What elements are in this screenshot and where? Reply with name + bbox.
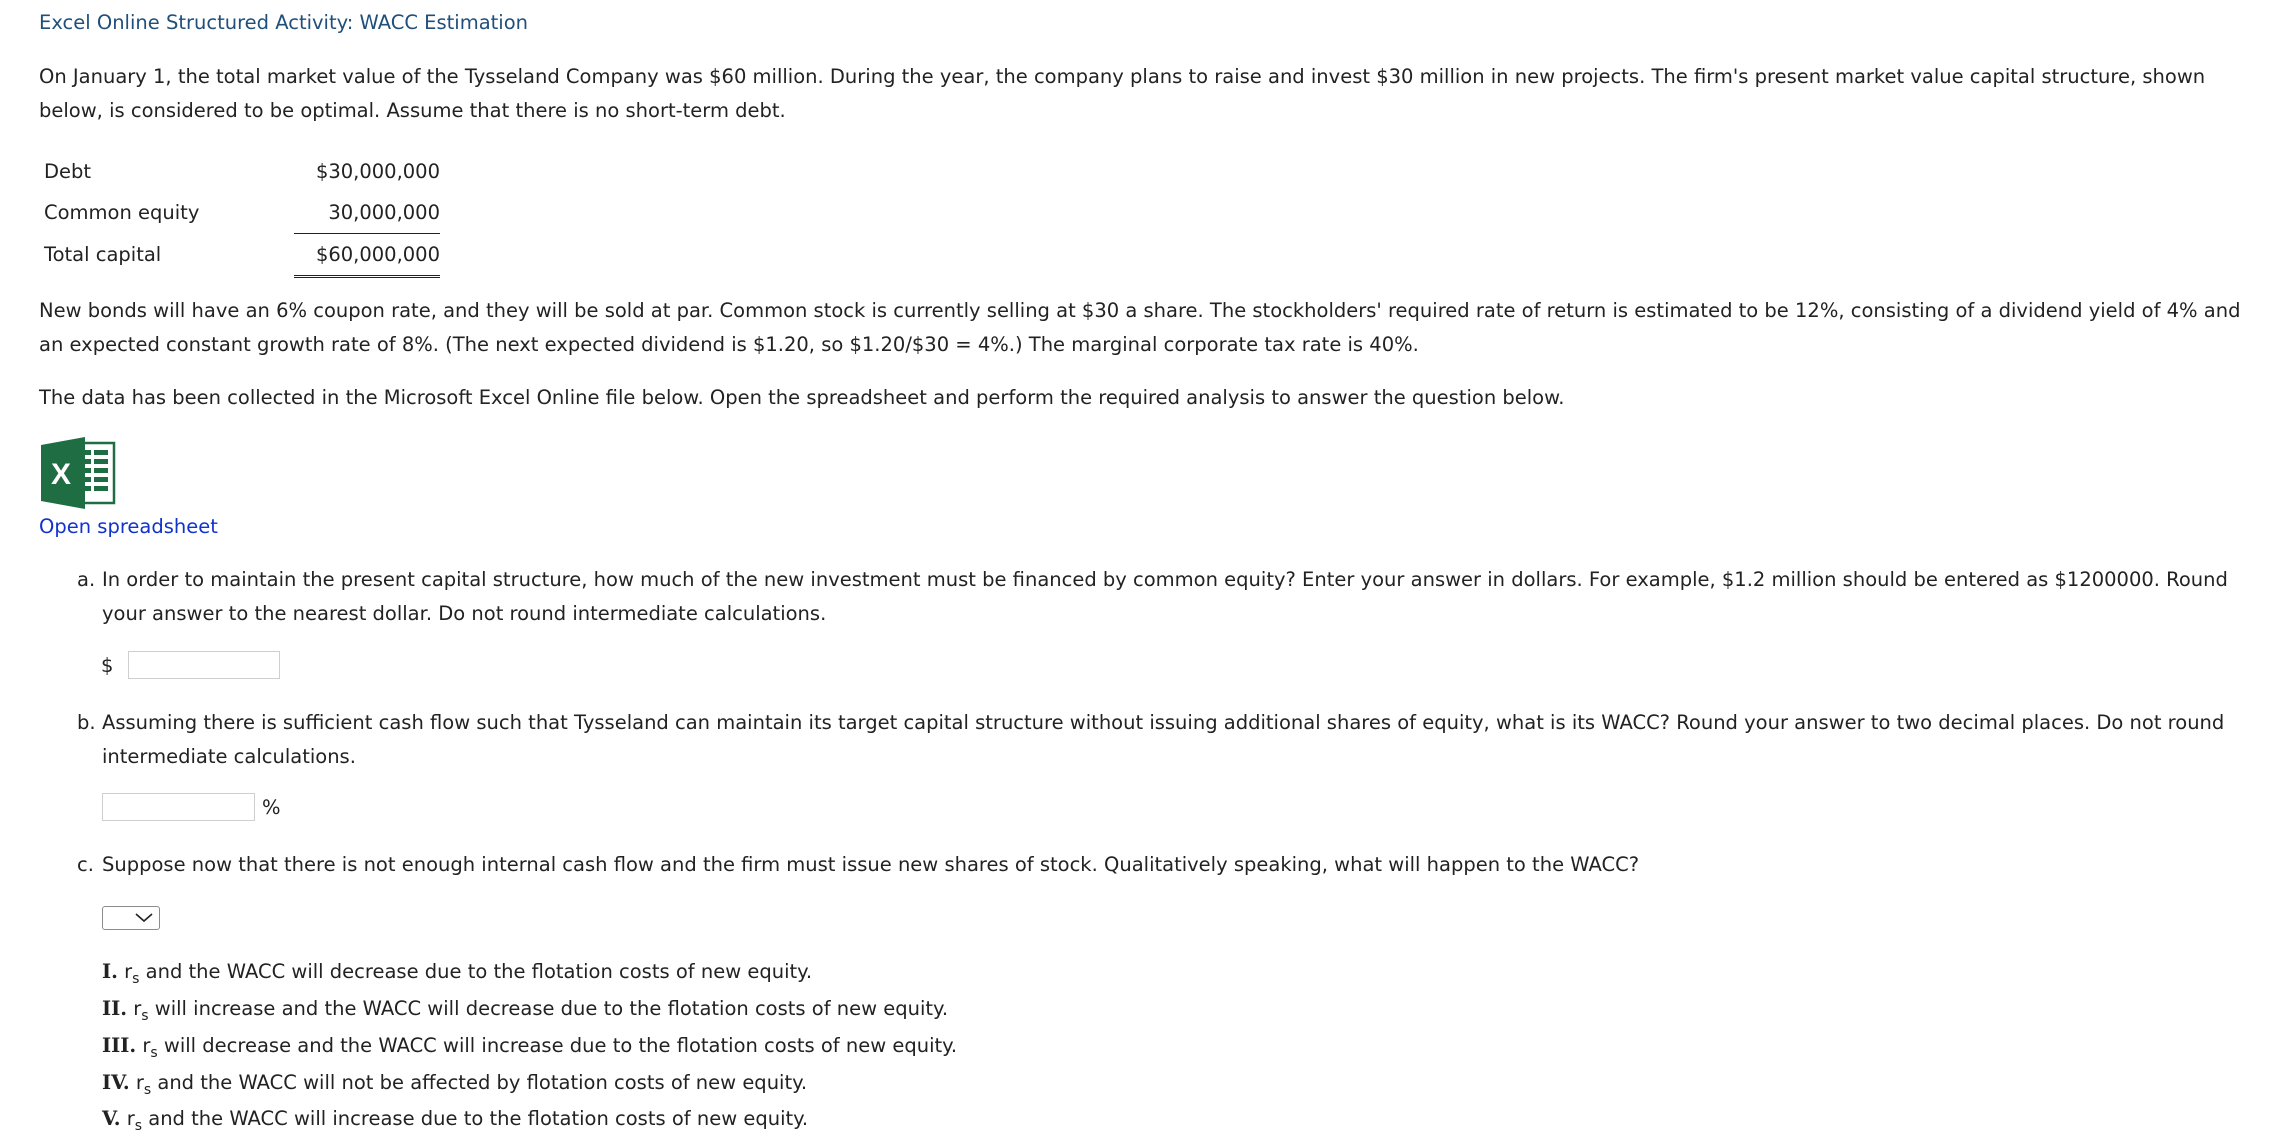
percent-sign: %	[262, 796, 281, 819]
excel-icon[interactable]	[41, 437, 117, 509]
activity-title: Excel Online Structured Activity: WACC Estimation	[39, 11, 528, 34]
option-1-number: I.	[102, 960, 118, 983]
option-3-symbol: r	[142, 1034, 151, 1057]
table-row	[44, 192, 440, 234]
capital-structure-table	[44, 151, 440, 278]
question-a-text: In order to maintain the present capital structure, how much of the new investment must be financed by common equity? Enter your answer in dollars. For example, $1.2 million should be entered as $1200000. Round your answer to the nearest dollar. Do not round intermediate calculations.	[102, 568, 2228, 625]
option-4-symbol: r	[135, 1071, 144, 1094]
row-value-total-capital: $60,000,000	[294, 234, 440, 277]
option-1-text: and the WACC will decrease due to the flotation costs of new equity.	[139, 960, 813, 983]
answer-a-input[interactable]	[128, 651, 280, 679]
option-3	[102, 1029, 957, 1063]
row-value-common-equity: 30,000,000	[294, 192, 440, 234]
option-3-subscript: s	[150, 1045, 158, 1061]
option-5	[102, 1102, 808, 1136]
option-1-symbol: r	[124, 960, 133, 983]
option-5-text: and the WACC will increase due to the flotation costs of new equity.	[142, 1107, 809, 1130]
row-label-common-equity: Common equity	[44, 200, 200, 224]
row-label-total-capital: Total capital	[44, 243, 162, 266]
table-row	[44, 234, 440, 277]
option-4-number: IV.	[102, 1071, 130, 1094]
question-b-text: Assuming there is sufficient cash flow such that Tysseland can maintain its target capital structure without issuing additional shares of equity, what is its WACC? Round your answer to two decimal places. Do not round intermediate calculations.	[102, 711, 2225, 768]
question-c-letter: c.	[77, 853, 94, 876]
table-row	[44, 151, 440, 192]
answer-b-input[interactable]	[102, 793, 255, 821]
data-collected-paragraph: The data has been collected in the Microsoft Excel Online file below. Open the spreadsheet and perform the required analysis to answer the question below.	[39, 386, 1565, 409]
chevron-down-icon	[135, 913, 153, 923]
row-label-debt: Debt	[44, 159, 92, 183]
row-value-debt: $30,000,000	[315, 159, 440, 183]
option-2-text: will increase and the WACC will decrease due to the flotation costs of new equity.	[148, 997, 949, 1020]
open-spreadsheet-link[interactable]: Open spreadsheet	[39, 515, 218, 538]
option-5-number: V.	[102, 1107, 121, 1130]
question-b-letter: b.	[77, 711, 96, 734]
option-2-number: II.	[102, 997, 128, 1020]
option-2	[102, 992, 948, 1026]
option-1	[102, 955, 812, 989]
option-1-subscript: s	[132, 971, 140, 987]
question-c-text: Suppose now that there is not enough internal cash flow and the firm must issue new shares of stock. Qualitatively speaking, what will happen to the WACC?	[102, 853, 1640, 876]
dollar-sign: $	[101, 654, 114, 677]
option-2-symbol: r	[133, 997, 142, 1020]
option-3-text: will decrease and the WACC will increase due to the flotation costs of new equity.	[157, 1034, 958, 1057]
question-a-letter: a.	[77, 568, 96, 591]
option-4-subscript: s	[143, 1082, 152, 1098]
intro-paragraph: On January 1, the total market value of the Tysseland Company was $60 million. During the year, the company plans to raise and invest $30 million in new projects. The firm's present market value capital structure, shown below, is considered to be optimal. Assume that there is no short-term debt.	[39, 65, 2206, 122]
option-4-text: and the WACC will not be affected by flotation costs of new equity.	[151, 1071, 808, 1094]
option-4	[102, 1066, 807, 1100]
excel-icon-letter: X	[50, 458, 72, 491]
option-5-symbol: r	[126, 1107, 135, 1130]
details-paragraph: New bonds will have an 6% coupon rate, and they will be sold at par. Common stock is currently selling at $30 a share. The stockholders' required rate of return is estimated to be 12%, consisting of a dividend yield of 4% and an expected constant growth rate of 8%. (The next expected dividend is $1.20, so $1.20/$30 = 4%.) The marginal corporate tax rate is 40%.	[39, 299, 2241, 356]
option-5-subscript: s	[134, 1118, 143, 1134]
answer-c-dropdown[interactable]	[102, 906, 160, 930]
option-2-subscript: s	[141, 1008, 149, 1024]
option-3-number: III.	[102, 1034, 137, 1057]
